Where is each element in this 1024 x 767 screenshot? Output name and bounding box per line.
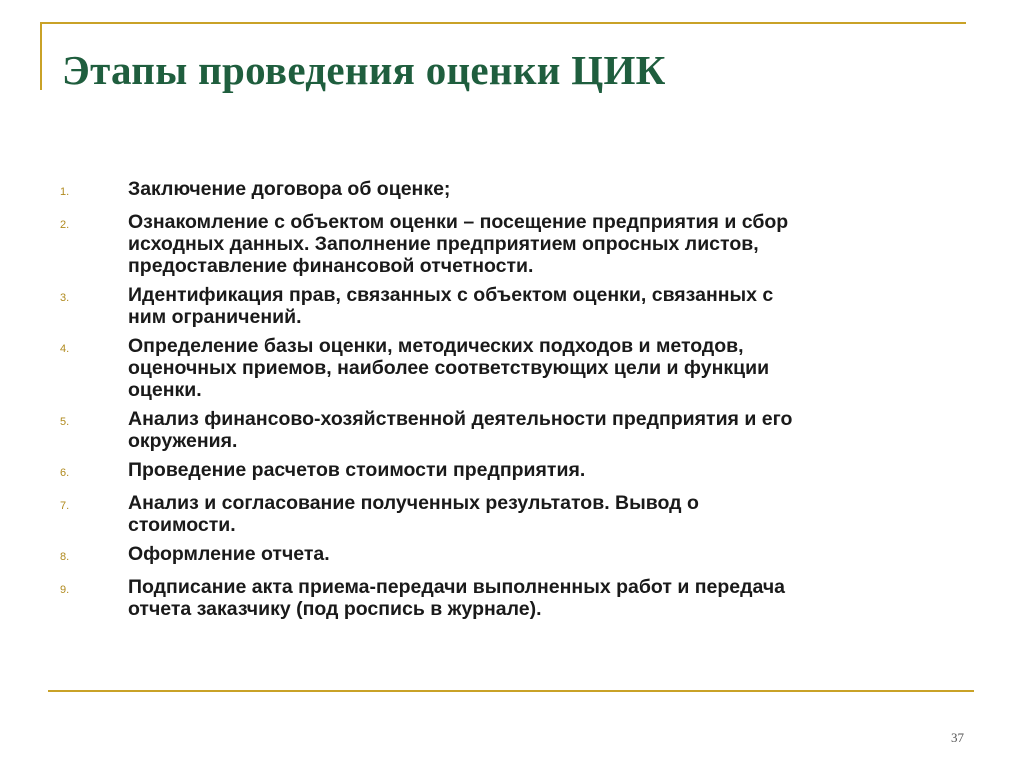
step-text: Проведение расчетов стоимости предприятия. xyxy=(128,459,586,481)
step-text: Ознакомление с объектом оценки – посещение предприятия и сбор исходных данных. Заполнение предприятием опросных листов, предоставление финансовой отчетности. xyxy=(128,211,789,277)
left-divider xyxy=(40,22,42,90)
step-number: 6. xyxy=(60,467,70,479)
list-item xyxy=(60,492,960,536)
step-text: Оформление отчета. xyxy=(128,543,330,565)
step-number: 2. xyxy=(60,219,70,231)
step-text: Подписание акта приема-передачи выполненных работ и передача отчета заказчику (под роспись в журнале). xyxy=(128,576,786,620)
list-item xyxy=(60,284,960,328)
list-item xyxy=(60,408,960,452)
list-item xyxy=(60,178,960,204)
list-item xyxy=(60,543,960,569)
list-item xyxy=(60,211,960,277)
step-number: 9. xyxy=(60,584,70,596)
step-number: 5. xyxy=(60,416,70,428)
step-number: 8. xyxy=(60,551,70,563)
steps-list xyxy=(60,178,960,627)
page-number: 37 xyxy=(951,730,964,745)
list-item xyxy=(60,576,960,620)
top-divider xyxy=(40,22,966,24)
slide-title: Этапы проведения оценки ЦИК xyxy=(62,47,666,93)
step-number: 4. xyxy=(60,343,70,355)
step-number: 3. xyxy=(60,292,70,304)
list-item xyxy=(60,459,960,485)
bottom-divider xyxy=(48,690,974,692)
step-text: Идентификация прав, связанных с объектом оценки, связанных с ним ограничений. xyxy=(128,284,774,328)
list-item xyxy=(60,335,960,401)
step-number: 7. xyxy=(60,500,70,512)
step-text: Анализ и согласование полученных результатов. Вывод о стоимости. xyxy=(128,492,699,536)
step-text: Анализ финансово-хозяйственной деятельности предприятия и его окружения. xyxy=(128,408,793,452)
step-number: 1. xyxy=(60,186,70,198)
step-text: Заключение договора об оценке; xyxy=(128,178,451,200)
step-text: Определение базы оценки, методических подходов и методов, оценочных приемов, наиболее соответствующих цели и функции оценки. xyxy=(128,335,770,401)
